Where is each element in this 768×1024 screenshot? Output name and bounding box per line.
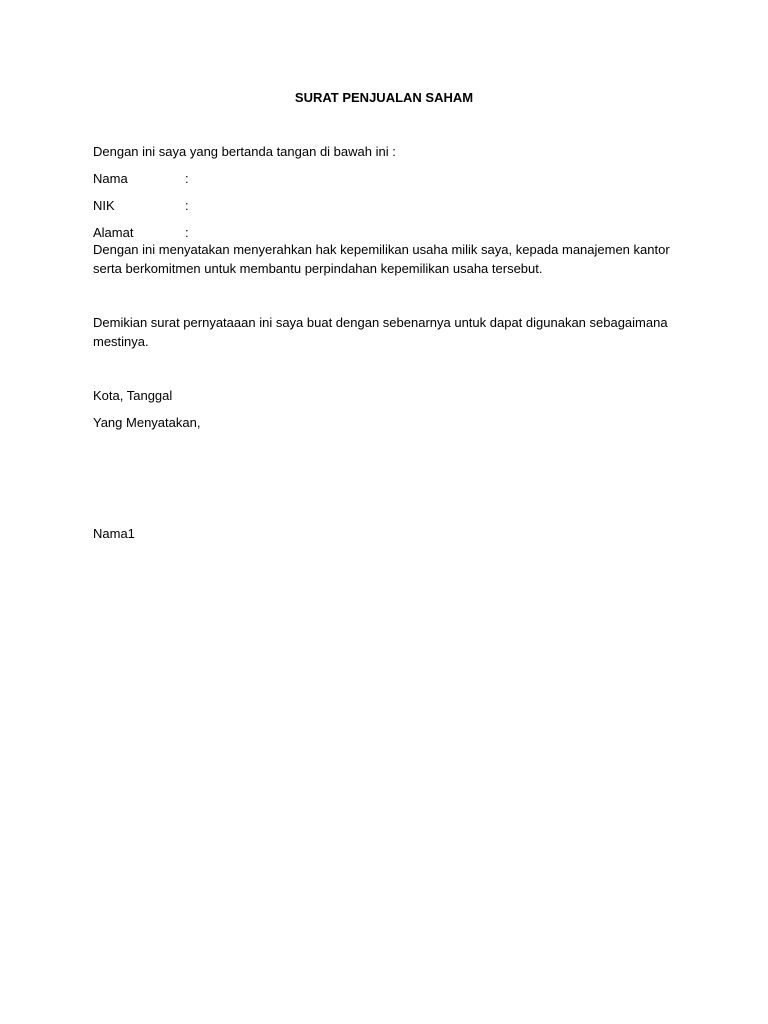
document-title: SURAT PENJUALAN SAHAM (294, 90, 474, 105)
closing-line: Demikian surat pernyataaan ini saya buat dengan sebenarnya untuk dapat digunakan sebagaimana (93, 315, 668, 330)
statement-paragraph (93, 240, 683, 278)
field-colon-nik: : (185, 198, 189, 213)
statement-line: serta berkomitmen untuk membantu perpindahan kepemilikan usaha tersebut. (93, 261, 543, 276)
closing-paragraph (93, 313, 683, 351)
place-date: Kota, Tanggal (93, 388, 173, 403)
signatory-name: Nama1 (93, 526, 135, 541)
closing-line: mestinya. (93, 334, 149, 349)
field-label-alamat: Alamat (93, 225, 134, 240)
signatory-label: Yang Menyatakan, (93, 415, 201, 430)
statement-line: Dengan ini menyatakan menyerahkan hak kepemilikan usaha milik saya, kepada manajemen kantor (93, 242, 670, 257)
field-label-nik: NIK (93, 198, 115, 213)
field-label-nama: Nama (93, 171, 128, 186)
intro-text: Dengan ini saya yang bertanda tangan di bawah ini : (93, 144, 396, 159)
field-colon-alamat: : (185, 225, 189, 240)
field-colon-nama: : (185, 171, 189, 186)
